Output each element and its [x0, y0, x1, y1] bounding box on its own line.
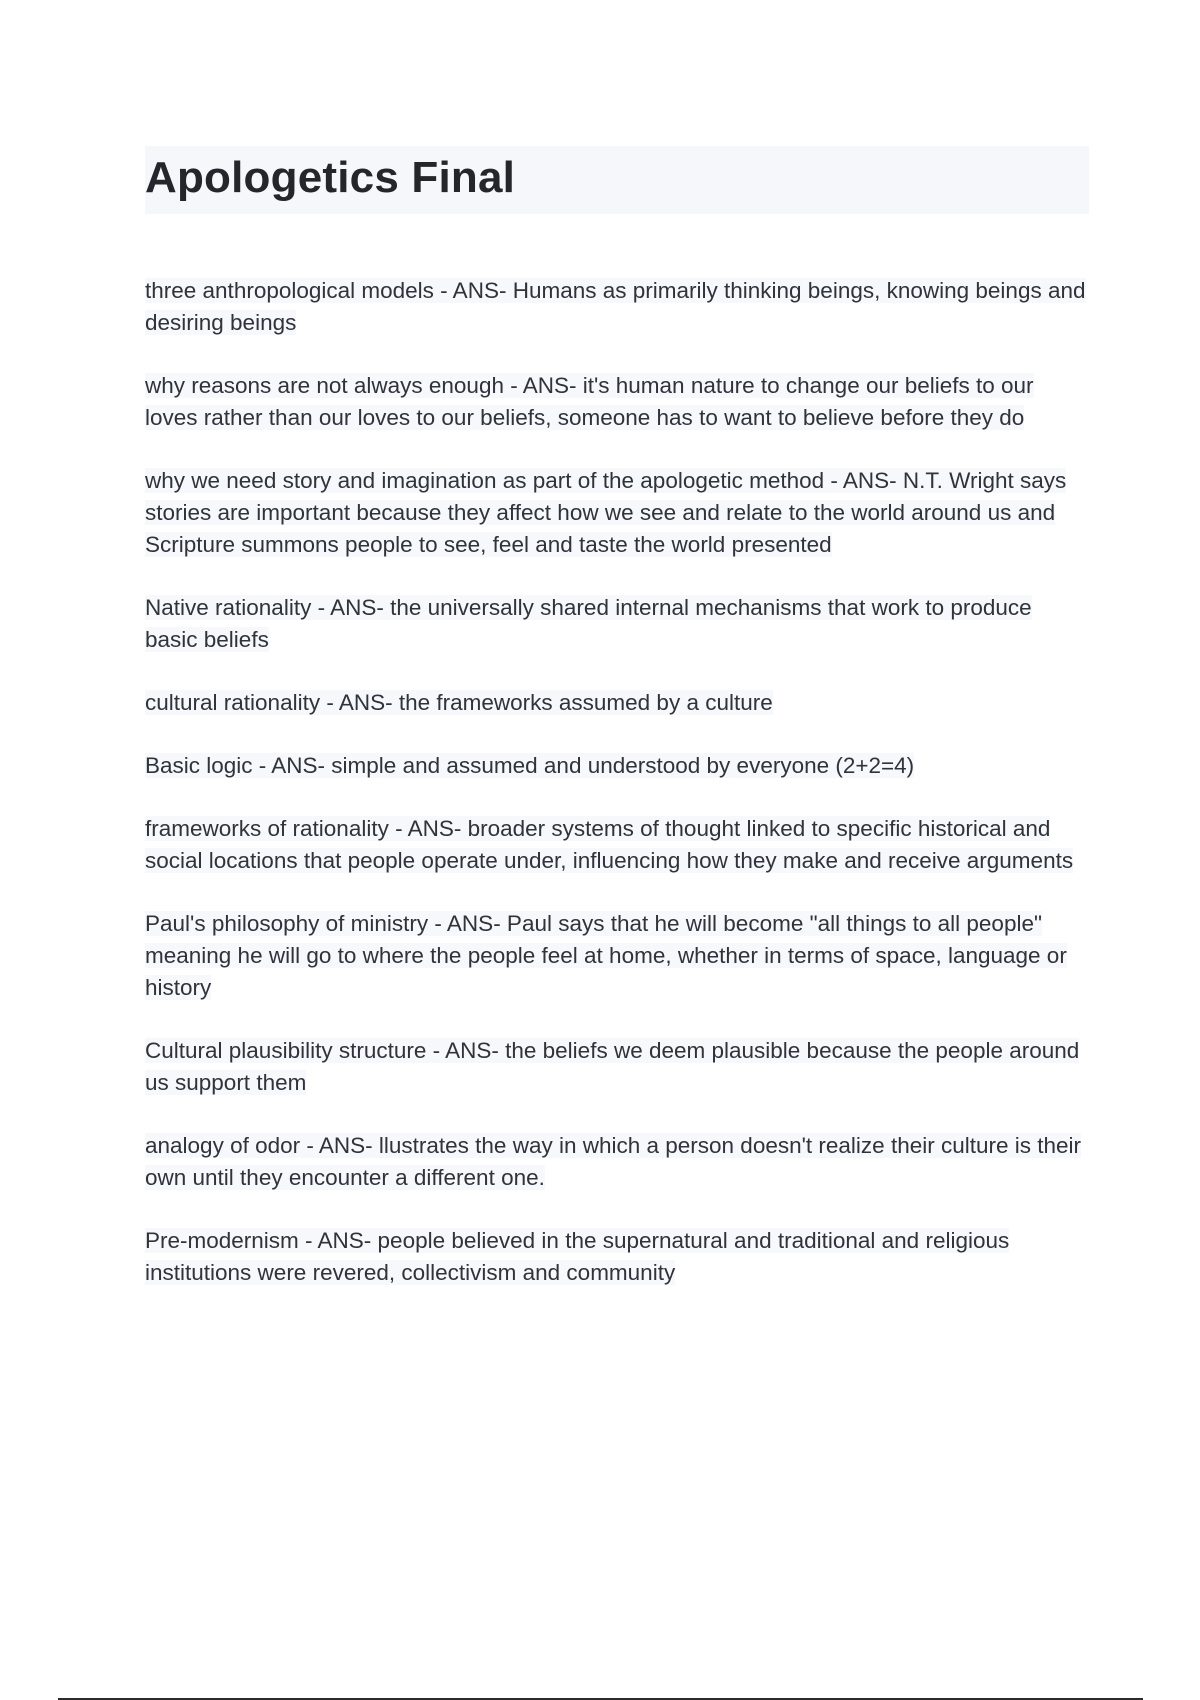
flashcard-entry-text: why we need story and imagination as part of the apologetic method - ANS- N.T. Wright says stories are important because they affect how we see and relate to the world around us and Scripture summons people to see, feel and taste the world presented [145, 468, 1067, 557]
flashcard-entry [145, 908, 1089, 1004]
flashcard-list [145, 275, 1089, 1320]
flashcard-entry [145, 1225, 1089, 1289]
flashcard-entry [145, 687, 1089, 719]
flashcard-entry-text: analogy of odor - ANS- llustrates the way in which a person doesn't realize their culture is their own until they encounter a different one. [145, 1133, 1082, 1190]
flashcard-entry [145, 465, 1089, 561]
flashcard-entry-text: cultural rationality - ANS- the frameworks assumed by a culture [145, 690, 773, 715]
flashcard-entry-text: Paul's philosophy of ministry - ANS- Paul says that he will become "all things to all people" meaning he will go to where the people feel at home, whether in terms of space, language or history [145, 911, 1067, 1000]
flashcard-entry [145, 813, 1089, 877]
flashcard-entry-text: Basic logic - ANS- simple and assumed and understood by everyone (2+2=4) [145, 753, 915, 778]
flashcard-entry [145, 1130, 1089, 1194]
flashcard-entry-text: Cultural plausibility structure - ANS- the beliefs we deem plausible because the people around us support them [145, 1038, 1080, 1095]
flashcard-entry [145, 592, 1089, 656]
page-title: Apologetics Final [145, 153, 516, 202]
flashcard-entry [145, 370, 1089, 434]
flashcard-entry-text: frameworks of rationality - ANS- broader systems of thought linked to specific historical and social locations that people operate under, influencing how they make and receive arguments [145, 816, 1074, 873]
flashcard-entry [145, 1035, 1089, 1099]
title-bar [145, 146, 1089, 214]
flashcard-entry-text: three anthropological models - ANS- Humans as primarily thinking beings, knowing beings and desiring beings [145, 278, 1086, 335]
flashcard-entry-text: Native rationality - ANS- the universally shared internal mechanisms that work to produce basic beliefs [145, 595, 1032, 652]
flashcard-entry-text: Pre-modernism - ANS- people believed in the supernatural and traditional and religious institutions were revered, collectivism and community [145, 1228, 1010, 1285]
flashcard-entry-text: why reasons are not always enough - ANS- it's human nature to change our beliefs to our loves rather than our loves to our beliefs, someone has to want to believe before they do [145, 373, 1034, 430]
flashcard-entry [145, 750, 1089, 782]
flashcard-entry [145, 275, 1089, 339]
